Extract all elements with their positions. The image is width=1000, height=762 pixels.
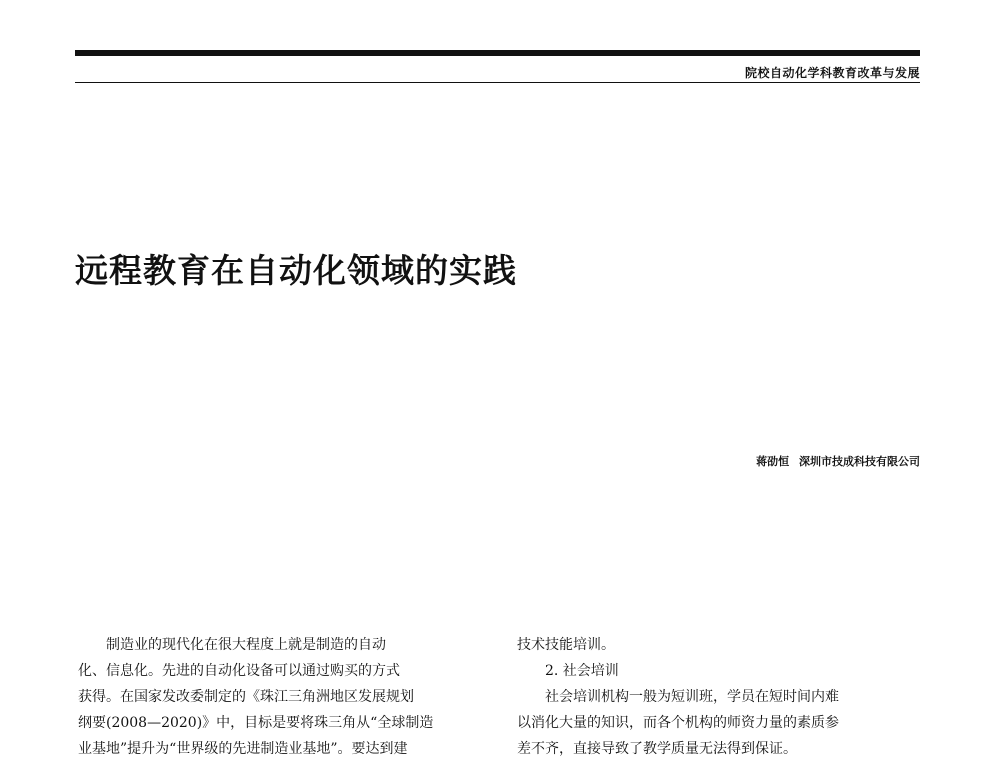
author-affiliation: 深圳市技成科技有限公司 [799,455,920,468]
author-name: 蒋劭恒 [756,455,790,468]
body-right-column [517,632,922,762]
article-title: 远程教育在自动化领域的实践 [75,251,517,290]
paragraph-line: 获得。在国家发改委制定的《珠江三角洲地区发展规划 [78,689,414,705]
section-heading: 2. 社会培训 [545,663,619,679]
paragraph-line: 差不齐，直接导致了教学质量无法得到保证。 [517,741,797,757]
body-left-column [78,632,488,762]
header-thin-rule [75,82,920,83]
paragraph-line: 制造业的现代化在很大程度上就是制造的自动 [106,637,386,653]
running-header: 院校自动化学科教育改革与发展 [744,66,920,80]
paragraph-line: 技术技能培训。 [517,637,615,653]
header-thick-rule [75,50,920,56]
paragraph-line: 以消化大量的知识，而各个机构的师资力量的素质参 [517,715,839,731]
paragraph-line: 业基地”提升为“世界级的先进制造业基地”。要达到建 [78,741,408,757]
byline [756,453,920,469]
paragraph-line: 社会培训机构一般为短训班，学员在短时间内难 [545,689,839,705]
paragraph-line: 纲要(2008—2020)》中，目标是要将珠三角从“全球制造 [78,715,434,731]
paragraph-line: 化、信息化。先进的自动化设备可以通过购买的方式 [78,663,400,679]
